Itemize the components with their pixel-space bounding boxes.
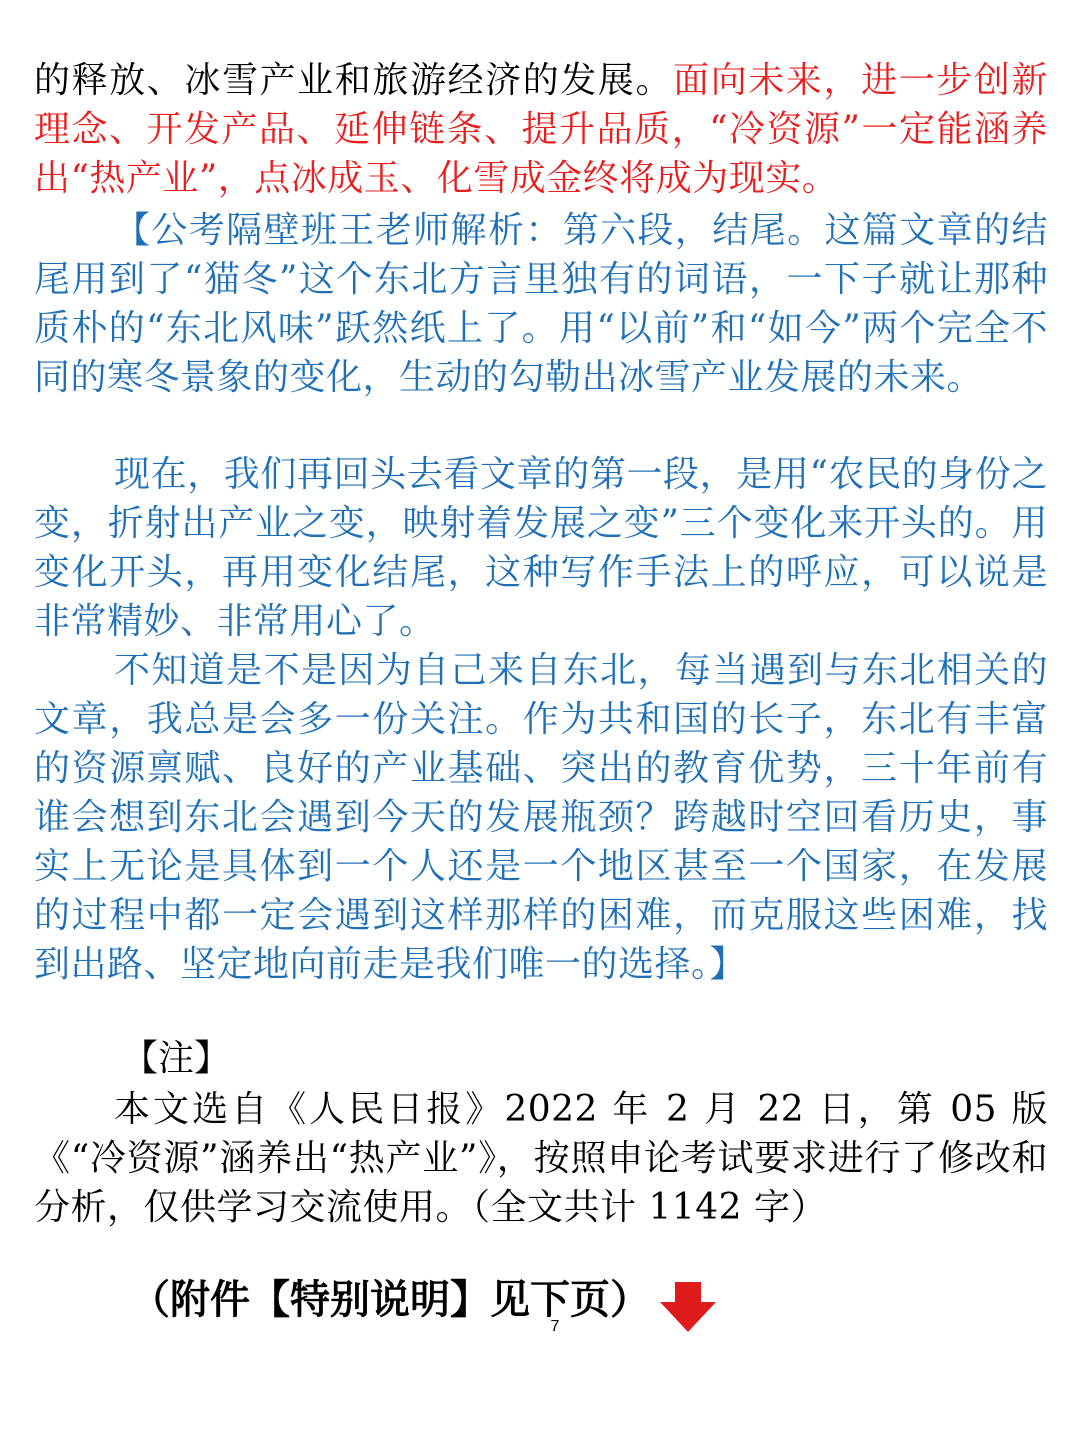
closing-text-red: 面向未来，进一步创新理念、开发产品、延伸链条、提升品质，“冷资源”一定能涵养出“热产业”，点冰成玉、化雪成金终将成为现实。 (34, 60, 1048, 199)
closing-text-black: 的释放、冰雪产业和旅游经济的发展。 (34, 60, 674, 101)
closing-paragraph (34, 56, 1048, 203)
analysis-paragraph-3: 不知道是不是因为自己来自东北，每当遇到与东北相关的文章，我总是会多一份关注。作为共和国的长子，东北有丰富的资源禀赋、良好的产业基础、突出的教育优势，三十年前有谁会想到东北会遇到今天的发展瓶颈？跨越时空回看历史，事实上无论是具体到一个人还是一个地区甚至一个国家，在发展的过程中都一定会遇到这样那样的困难，而克服这些困难，找到出路、坚定地向前走是我们唯一的选择。】 (34, 650, 1048, 985)
appendix-notice (130, 1268, 716, 1325)
note-text: 本文选自《人民日报》2022 年 2 月 22 日，第 05 版《“冷资源”涵养出“热产业”》，按照申论考试要求进行了修改和分析，仅供学习交流使用。（全文共计 1142 字） (34, 1089, 1048, 1228)
analysis-paragraph-2: 现在，我们再回头去看文章的第一段，是用“农民的身份之变，折射出产业之变，映射着发展之变”三个变化来开头的。用变化开头，再用变化结尾，这种写作手法上的呼应，可以说是非常精妙、非常用心了。 (34, 454, 1048, 642)
note-heading: 【注】 (122, 1038, 231, 1079)
appendix-label: （附件【特别说明】见下页） (130, 1277, 650, 1323)
page-number: 7 (550, 1318, 560, 1335)
analysis-paragraph-1: 【公考隔壁班王老师解析：第六段，结尾。这篇文章的结尾用到了“猫冬”这个东北方言里独有的词语，一下子就让那种质朴的“东北风味”跃然纸上了。用“以前”和“如今”两个完全不同的寒冬景象的变化，生动的勾勒出冰雪产业发展的未来。 (34, 210, 1048, 398)
